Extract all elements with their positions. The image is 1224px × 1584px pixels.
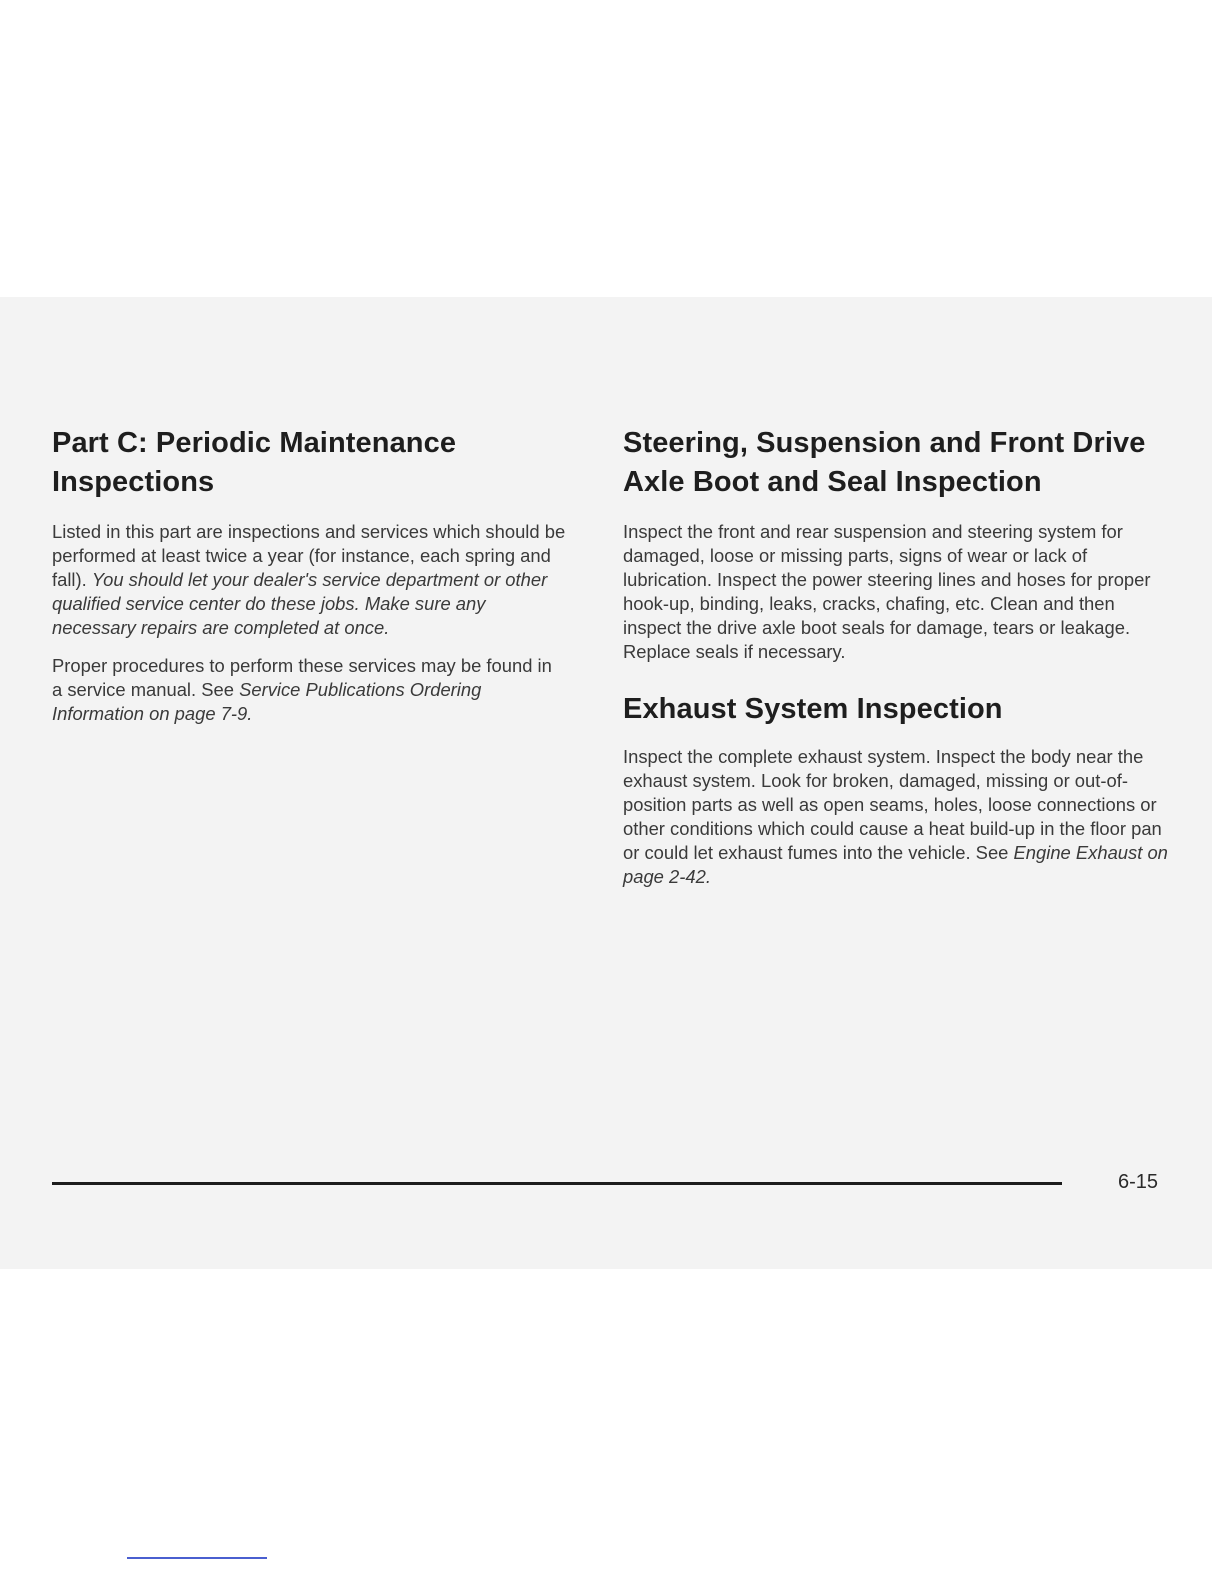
bottom-link-underline bbox=[127, 1557, 267, 1559]
steering-suspension-heading: Steering, Suspension and Front Drive Axle Boot and Seal Inspection bbox=[623, 427, 1146, 498]
engine-exhaust-reference[interactable]: Engine Exhaust on page 2-42. bbox=[623, 842, 1168, 887]
right-column bbox=[623, 424, 1168, 903]
part-c-heading: Part C: Periodic Maintenance Inspections bbox=[52, 427, 457, 498]
left-column bbox=[52, 424, 567, 740]
service-publications-reference[interactable]: Service Publications Ordering Information on page 7-9. bbox=[52, 679, 482, 724]
part-c-intro-paragraph bbox=[52, 520, 567, 640]
intro-italic-text: You should let your dealer's service department or other qualified service center do these jobs. Make sure any necessary repairs are completed at once. bbox=[52, 569, 548, 638]
footer-rule bbox=[52, 1182, 1062, 1185]
exhaust-system-paragraph bbox=[623, 745, 1168, 889]
procedures-text: Proper procedures to perform these services may be found in a service manual. See bbox=[52, 655, 552, 700]
procedures-paragraph bbox=[52, 654, 567, 726]
exhaust-text: Inspect the complete exhaust system. Inspect the body near the exhaust system. Look for broken, damaged, missing or out-of-position parts as well as open seams, holes, loose connections or other conditions which could cause a heat build-up in the floor pan or could let exhaust fumes into the vehicle. See bbox=[623, 746, 1162, 863]
exhaust-system-heading: Exhaust System Inspection bbox=[623, 693, 1003, 725]
page-number: 6-15 bbox=[1118, 1171, 1159, 1193]
manual-page bbox=[0, 297, 1212, 1269]
steering-suspension-paragraph: Inspect the front and rear suspension and steering system for damaged, loose or missing parts, signs of wear or lack of lubrication. Inspect the power steering lines and hoses for proper hook-up, binding, leaks, cracks, chafing, etc. Clean and then inspect the drive axle boot seals for damage, tears or leakage. Replace seals if necessary. bbox=[623, 521, 1151, 662]
intro-text: Listed in this part are inspections and services which should be performed at least twice a year (for instance, each spring and fall). bbox=[52, 521, 566, 590]
